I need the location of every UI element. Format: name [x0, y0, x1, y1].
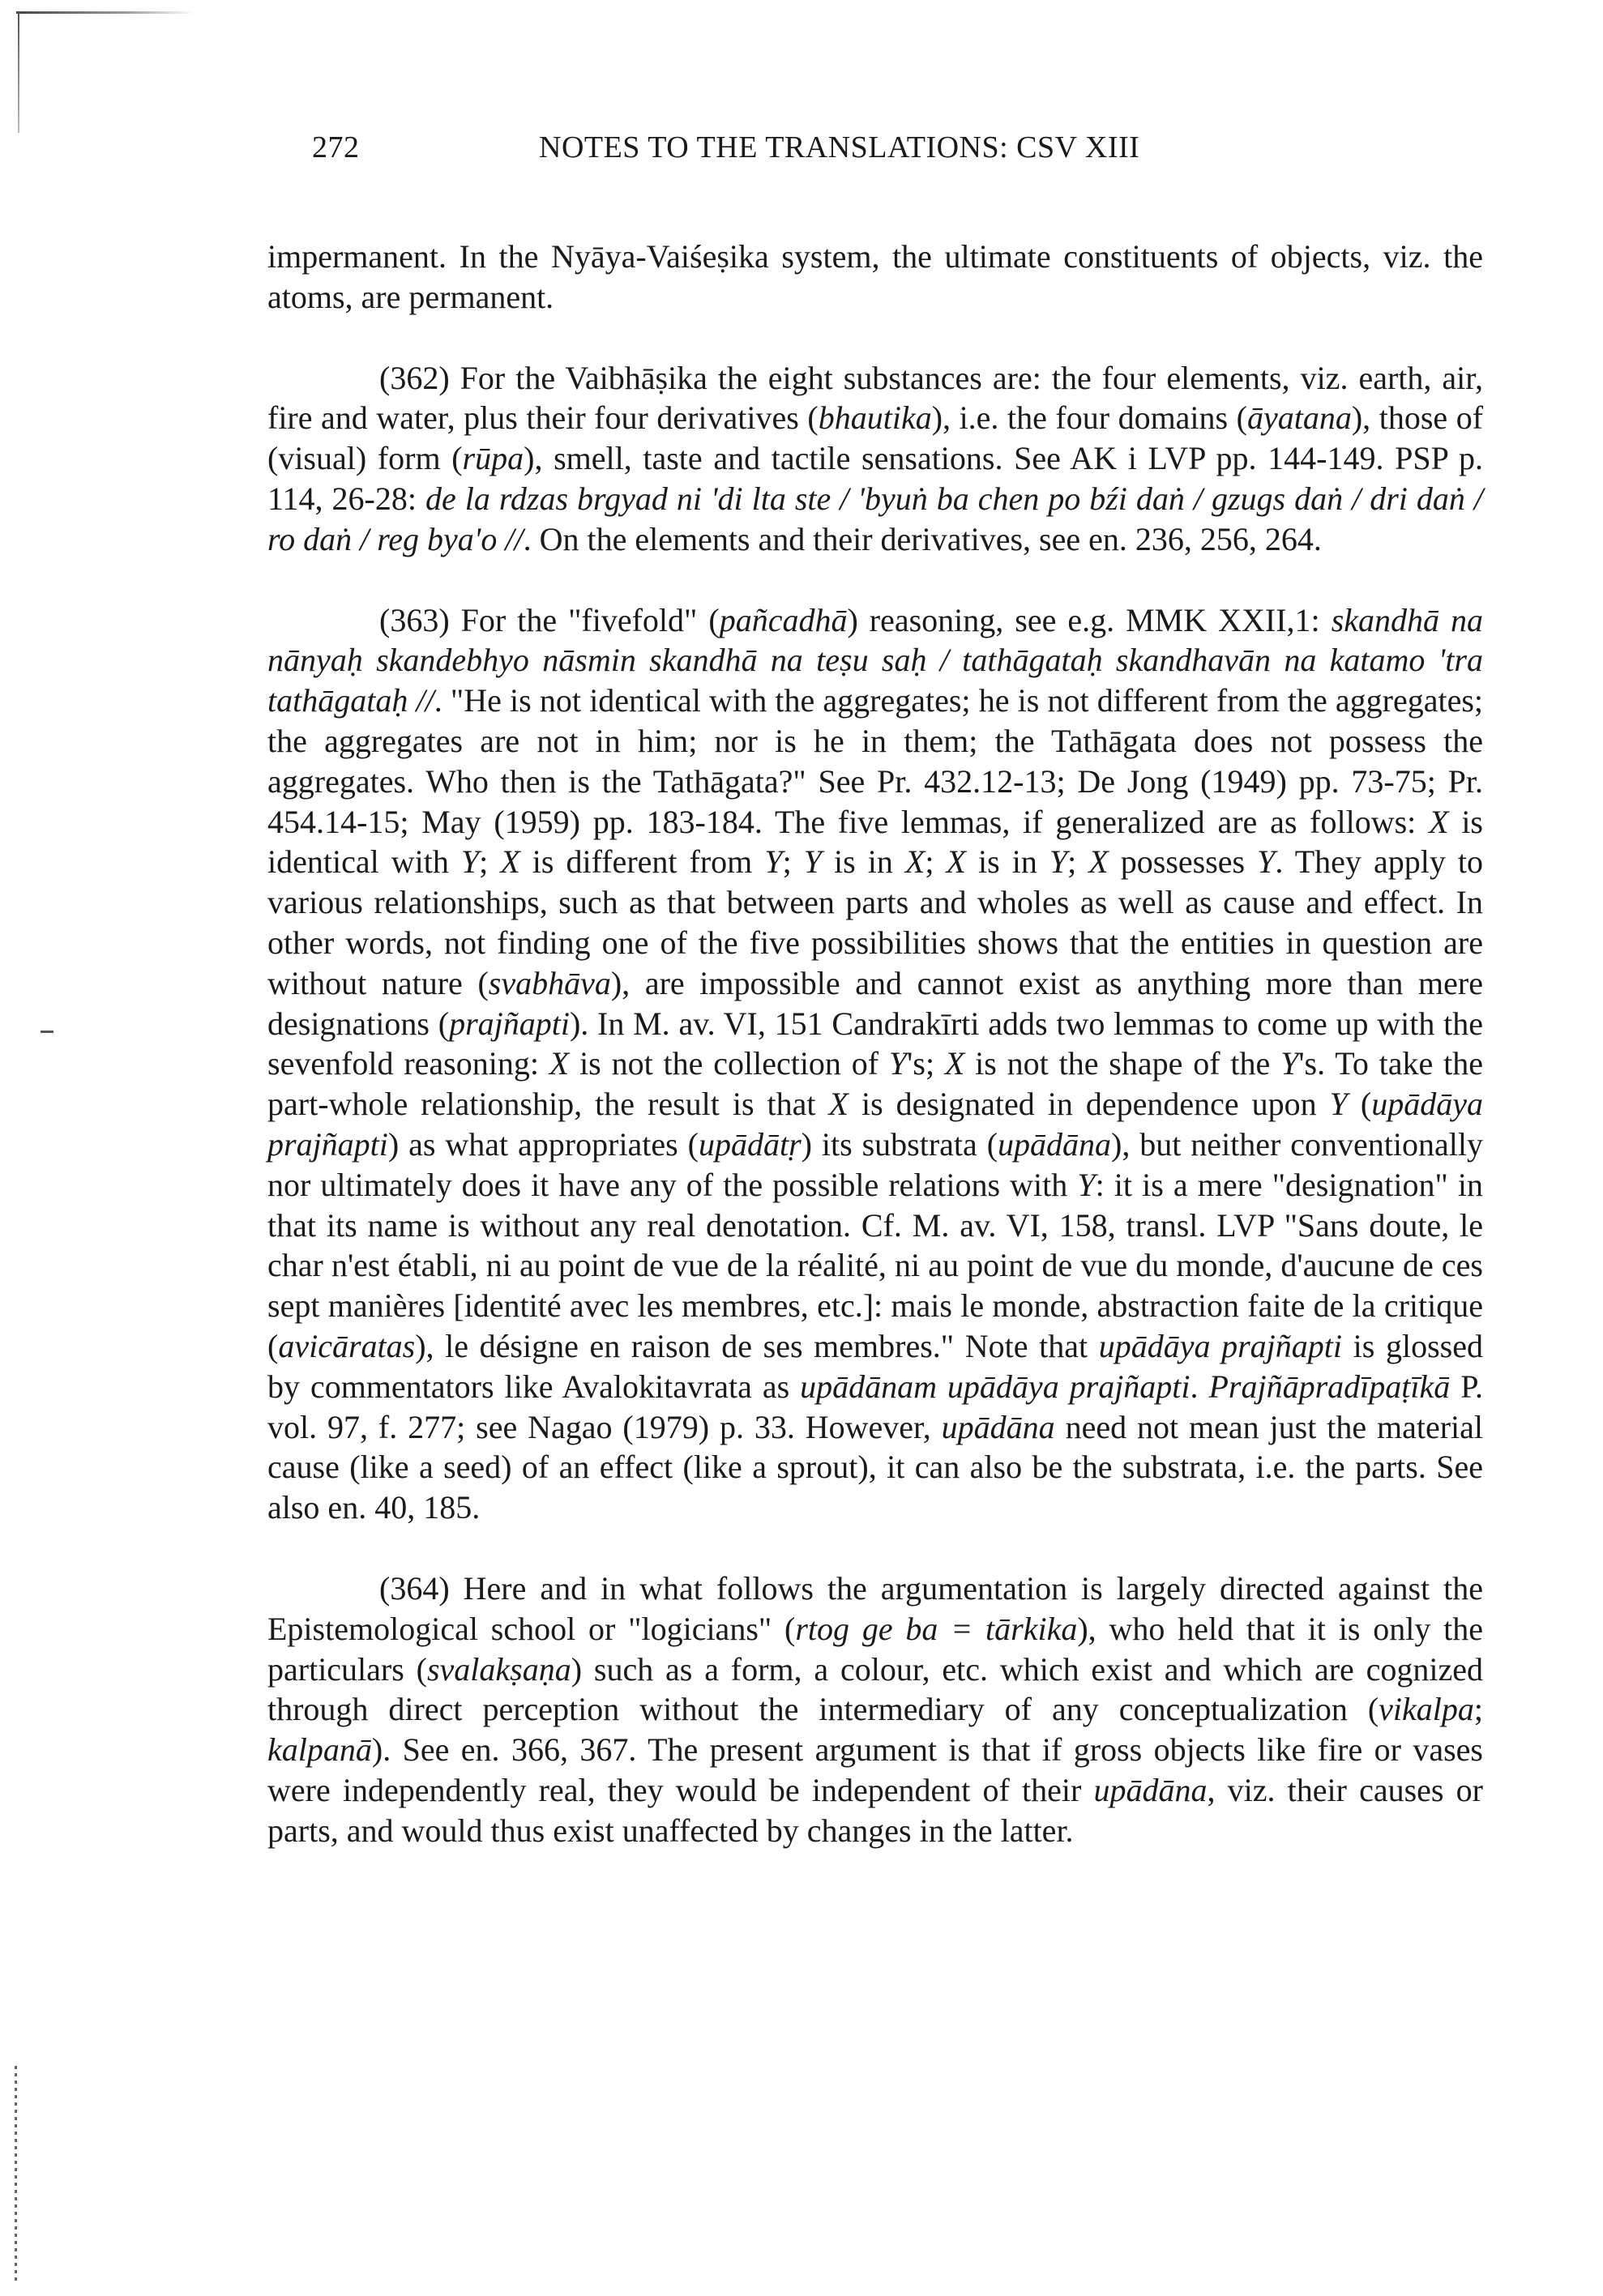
- italic-term: avicāratas: [278, 1327, 416, 1364]
- note-paragraph: [267, 237, 1483, 318]
- text-run: is glossed by commentators like Avalokitavrata as: [267, 1327, 1483, 1405]
- text-run: ). In M. av. VI, 151 Candrakīrti adds two lemmas to come up with the sevenfold reasoning:: [267, 1005, 1483, 1082]
- text-run: need not mean just the material cause (like a seed) of an effect (like a sprout), it can also be the substrata, i.e. the parts. See also en. 40, 185.: [267, 1408, 1484, 1526]
- text-run: ) reasoning, see e.g. MMK XXII,1:: [847, 601, 1332, 638]
- notes-text-block: [267, 237, 1483, 1891]
- italic-term: upādāna: [1093, 1771, 1208, 1808]
- text-run: . They apply to various relationships, such as that between parts and wholes as well as cause and effect. In other words, not finding one of the five possibilities shows that the entities in question are without nature (: [267, 843, 1483, 1001]
- text-run: is not the shape of the: [964, 1045, 1281, 1082]
- italic-term: Y: [888, 1045, 908, 1082]
- text-run: ), are impossible and cannot exist as anything more than mere designations (: [267, 964, 1483, 1042]
- text-run: ;: [1473, 1691, 1483, 1728]
- italic-term: X: [1088, 843, 1109, 881]
- text-run: ), i.e. the four domains (: [931, 399, 1247, 437]
- text-run: . On the elements and their derivatives, see en. 236, 256, 264.: [523, 520, 1322, 557]
- italic-term: Y: [1280, 1045, 1299, 1082]
- text-run: . "He is not identical with the aggregates; he is not different from the aggregates; the aggregates are not in him; nor is he in them; the Tathāgata does not possess the aggregates. Who then is the Tathāgata?" See Pr. 432.12-13; De Jong (1949) pp. 73-75; Pr. 454.14-15; May (1959) pp. 183-184. The five lemmas, if generalized are as follows:: [267, 682, 1483, 840]
- text-run: is in: [822, 843, 905, 881]
- italic-term: Y: [803, 843, 822, 881]
- text-run: is identical with: [267, 803, 1484, 881]
- text-run: ;: [782, 843, 804, 881]
- italic-term: X: [500, 843, 520, 881]
- text-run: is not the collection of: [569, 1045, 889, 1082]
- text-run: ), but neither conventionally nor ultimately does it have any of the possible relations with: [267, 1125, 1483, 1203]
- italic-term: Y: [1257, 843, 1276, 881]
- text-run: ;: [1067, 843, 1089, 881]
- italic-term: bhautika: [818, 399, 932, 437]
- italic-term: X: [944, 1045, 965, 1082]
- italic-term: upādāya prajñapti: [267, 1086, 1483, 1163]
- italic-term: de la rdzas brgyad ni 'di lta ste / 'byuṅ ba chen po bźi daṅ / gzugs daṅ / dri daṅ / ro daṅ / reg bya'o //: [267, 480, 1484, 557]
- text-run: , viz. their causes or parts, and would thus exist unaffected by changes in the latter.: [267, 1771, 1483, 1849]
- page-number: 272: [312, 130, 360, 164]
- text-run: ;: [925, 843, 947, 881]
- italic-term: X: [1429, 803, 1449, 840]
- text-run: ) its substrata (: [801, 1125, 998, 1163]
- italic-term: Y: [1049, 843, 1068, 881]
- text-run: ) as what appropriates (: [387, 1125, 699, 1163]
- text-run: ), those of (visual) form (: [267, 399, 1484, 477]
- italic-term: Prajñāpradīpaṭīkā: [1208, 1368, 1451, 1405]
- running-head: NOTES TO THE TRANSLATIONS: CSV XIII: [539, 130, 1140, 164]
- italic-term: rūpa: [462, 440, 524, 477]
- italic-term: X: [946, 843, 966, 881]
- italic-term: pañcadhā: [719, 601, 848, 638]
- italic-term: Y: [764, 843, 783, 881]
- note-paragraph: [267, 600, 1483, 1528]
- italic-term: skandhā na nānyaḥ skandebhyo nāsmin skandhā na teṣu saḥ / tathāgataḥ skandhavān na katamo 'tra tathāgataḥ //: [267, 601, 1484, 719]
- italic-term: rtog ge ba = tārkika: [795, 1610, 1078, 1647]
- text-run: 's. To take the part-whole relationship, the result is that: [267, 1045, 1483, 1123]
- italic-term: svalakṣaṇa: [426, 1650, 571, 1688]
- text-run: is designated in dependence upon: [848, 1086, 1330, 1123]
- page-header: [312, 130, 1463, 170]
- text-run: (363) For the "fivefold" (: [379, 601, 720, 638]
- italic-term: upādāya prajñapti: [1098, 1327, 1343, 1364]
- text-run: 's;: [907, 1045, 945, 1082]
- italic-term: Y: [1077, 1166, 1096, 1203]
- text-run: impermanent. In the Nyāya-Vaiśeṣika system, the ultimate constituents of objects, viz. the atoms, are permanent.: [267, 238, 1483, 315]
- text-run: ) such as a form, a colour, etc. which exist and which are cognized through direct perception without the intermediary of any conceptualization (: [267, 1650, 1483, 1728]
- text-run: P. vol. 97, f. 277; see Nagao (1979) p. 33. However,: [267, 1368, 1484, 1445]
- text-run: ), smell, taste and tactile sensations. See AK i LVP pp. 144-149. PSP p. 114, 26-28:: [267, 440, 1484, 517]
- scan-binding-edge: [15, 2066, 17, 2285]
- stray-ink-mark: [41, 1031, 53, 1033]
- italic-term: X: [828, 1086, 849, 1123]
- text-run: ), le désigne en raison de ses membres." Note that: [415, 1327, 1099, 1364]
- text-run: is in: [965, 843, 1049, 881]
- italic-term: X: [549, 1045, 570, 1082]
- text-run: is different from: [519, 843, 765, 881]
- italic-term: upādātṛ: [698, 1125, 802, 1163]
- italic-term: prajñapti: [449, 1005, 570, 1042]
- italic-term: upādāna: [998, 1125, 1112, 1163]
- text-run: .: [1190, 1368, 1209, 1405]
- italic-term: vikalpa: [1379, 1691, 1474, 1728]
- text-run: ), who held that it is only the particulars (: [267, 1610, 1484, 1688]
- scan-edge-top: [16, 11, 194, 14]
- italic-term: Y: [1329, 1086, 1348, 1123]
- italic-term: X: [904, 843, 925, 881]
- italic-term: upādāna: [941, 1408, 1055, 1445]
- text-run: ;: [479, 843, 501, 881]
- italic-term: āyatana: [1246, 399, 1352, 437]
- text-run: ). See en. 366, 367. The present argument is that if gross objects like fire or vases were independently real, they would be independent of their: [267, 1731, 1483, 1808]
- italic-term: svabhāva: [488, 964, 611, 1001]
- text-run: (364) Here and in what follows the argumentation is largely directed against the Epistemological school or "logicians" (: [267, 1569, 1483, 1647]
- text-run: : it is a mere "designation" in that its name is without any real denotation. Cf. M. av. VI, 158, transl. LVP "Sans doute, le char n'est établi, ni au point de vue de la réalité, ni au point de vue du monde, d'aucune de ces sept manières [identité avec les membres, etc.]: mais le monde, abstraction faite de la critique (: [267, 1166, 1483, 1364]
- text-run: possesses: [1108, 843, 1258, 881]
- italic-term: upādānam upādāya prajñapti: [800, 1368, 1190, 1405]
- text-run: (: [1347, 1086, 1372, 1123]
- note-paragraph: [267, 1568, 1483, 1851]
- scan-edge-left: [18, 11, 19, 133]
- text-run: (362) For the Vaibhāṣika the eight substances are: the four elements, viz. earth, air, fire and water, plus their four derivatives (: [267, 359, 1483, 437]
- note-paragraph: [267, 358, 1483, 560]
- italic-term: kalpanā: [267, 1731, 372, 1769]
- italic-term: Y: [460, 843, 480, 881]
